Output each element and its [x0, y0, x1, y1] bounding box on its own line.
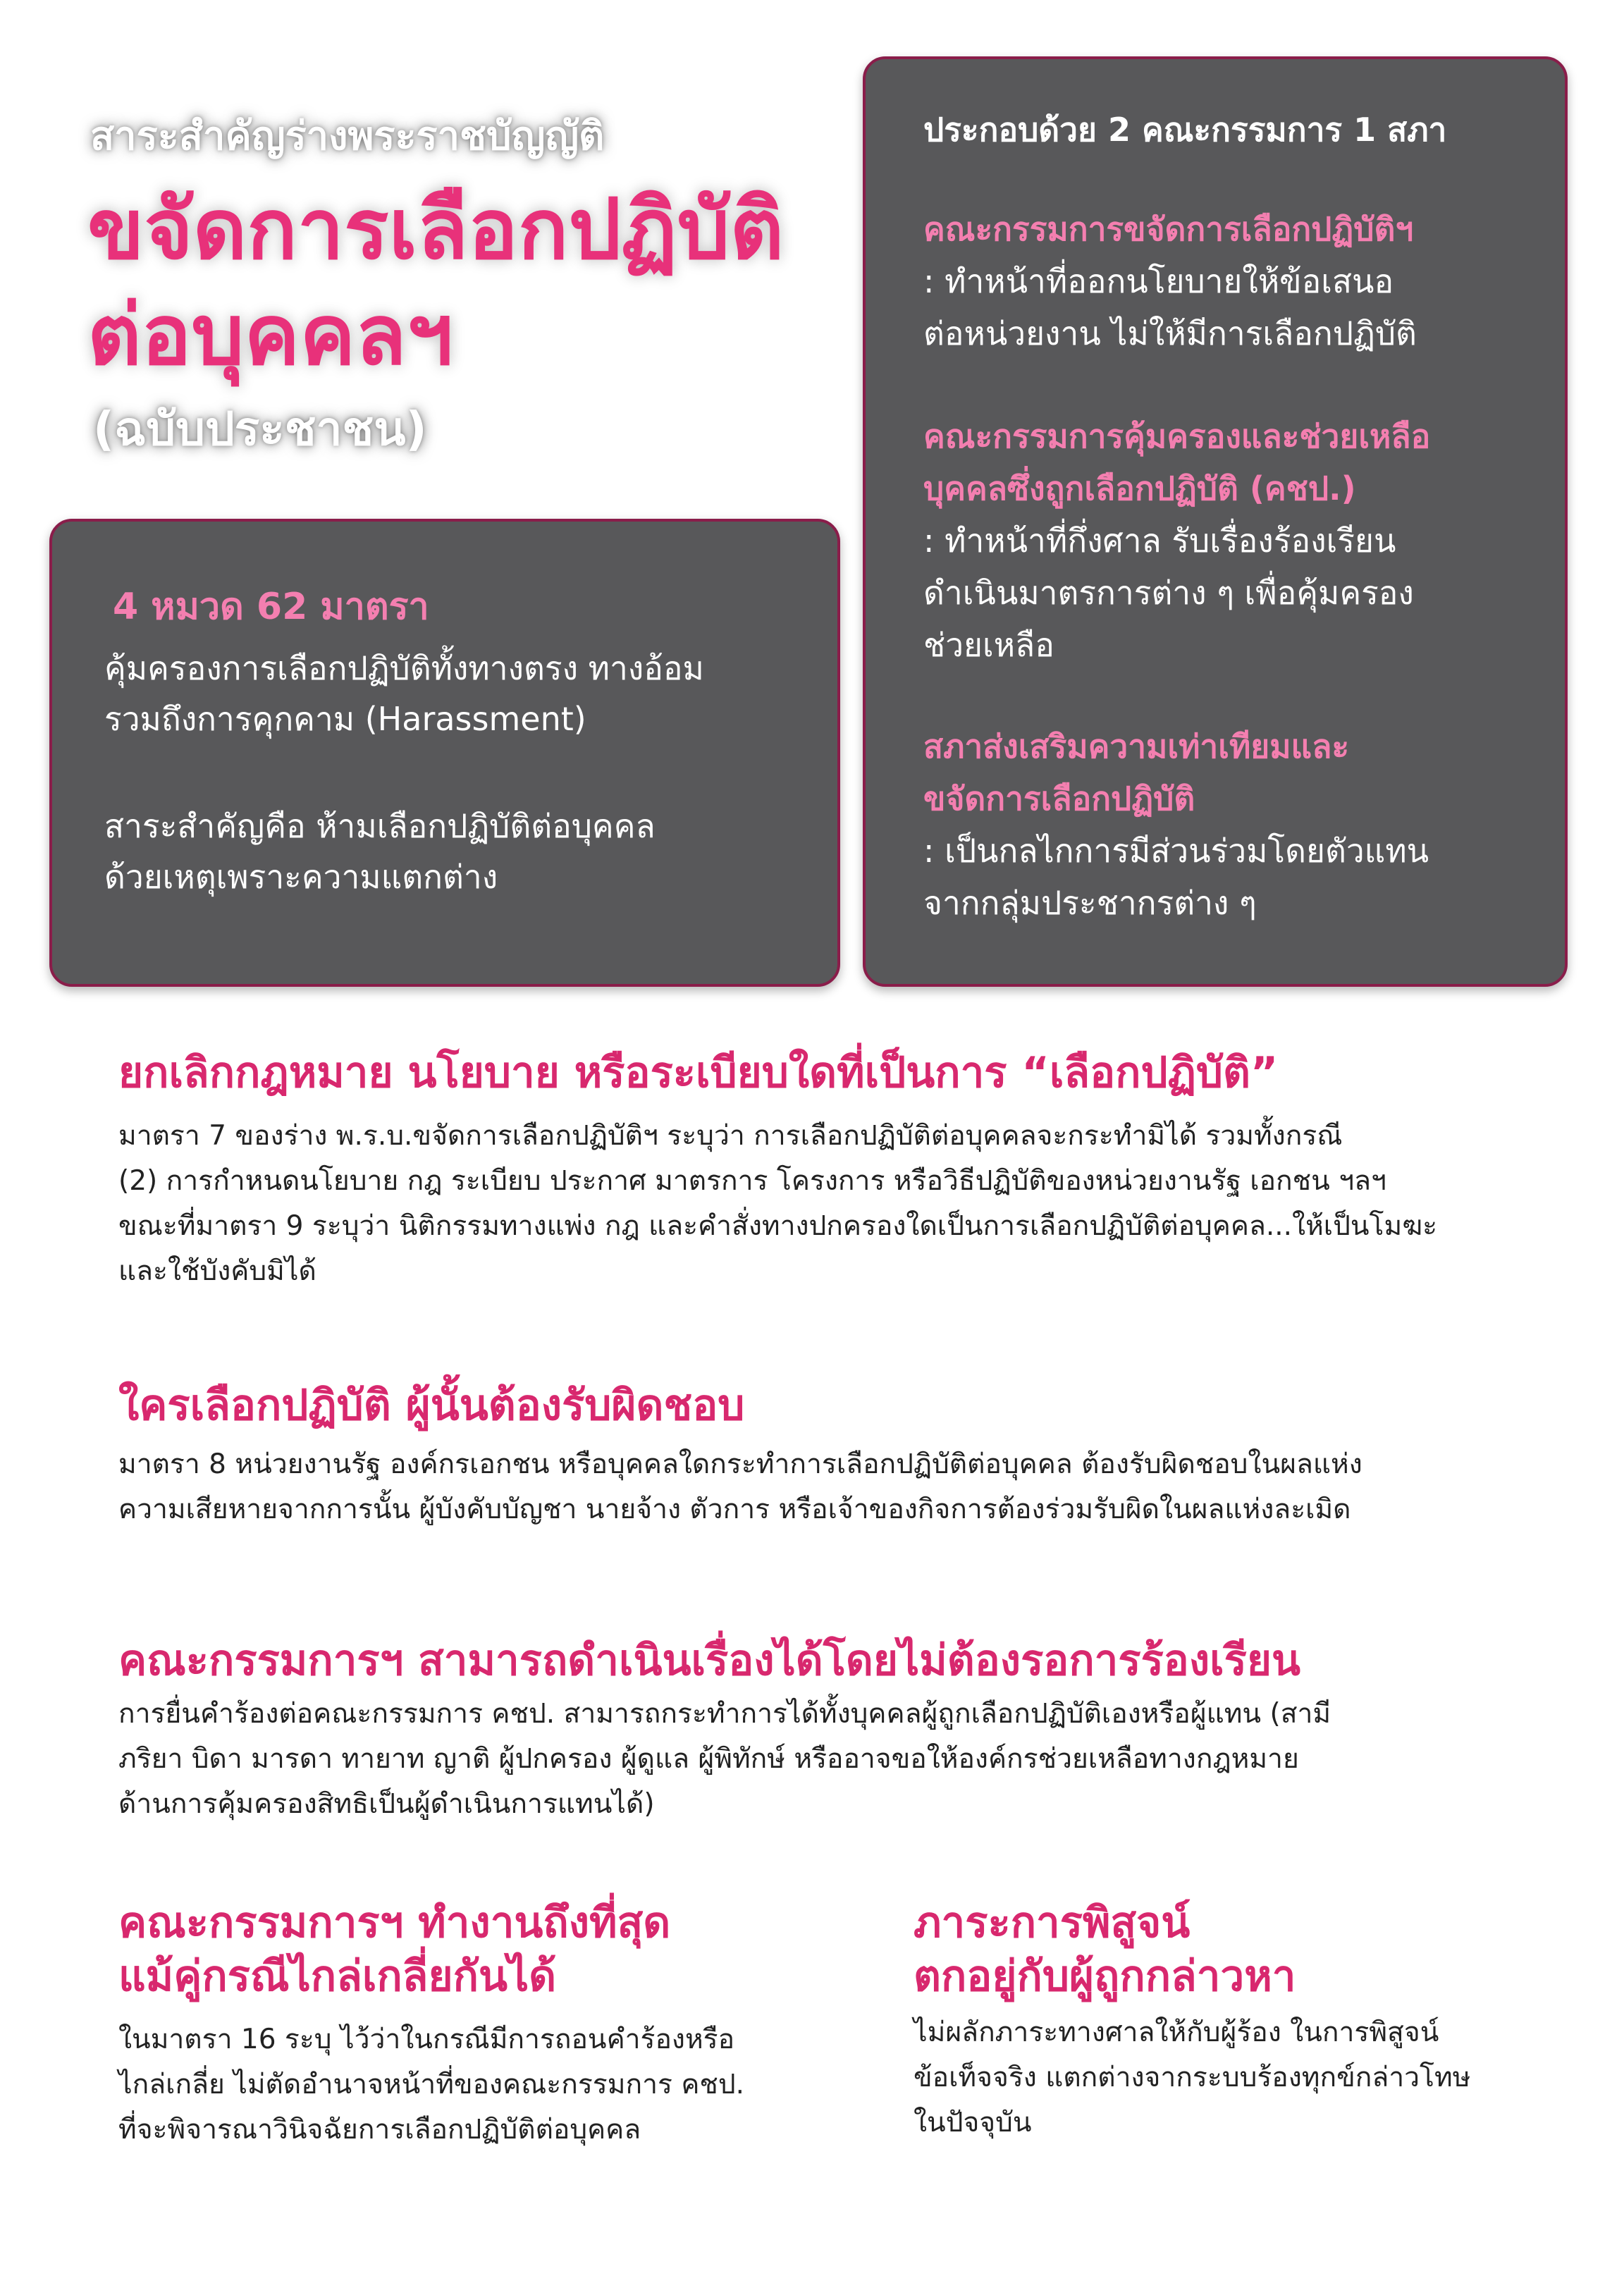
section-title	[914, 1896, 1296, 2003]
section-title-line: ภาระการพิสูจน์	[914, 1898, 1191, 1947]
panel-line: คุ้มครองการเลือกปฏิบัติทั้งทางตรง ทางอ้อม	[104, 649, 704, 687]
section-body-line: ไม่ผลักภาระทางศาลให้กับผู้ร้อง ในการพิสูจน์	[914, 2017, 1439, 2048]
kicker-text: สาระสำคัญร่างพระราชบัญญัติ	[90, 113, 605, 159]
committee-title-line: คณะกรรมการคุ้มครองและช่วยเหลือ	[923, 417, 1431, 455]
section-body-line: มาตรา 8 หน่วยงานรัฐ องค์กรเอกชน หรือบุคคลใดกระทำการเลือกปฏิบัติต่อบุคคล ต้องรับผิดชอบในผลแห่ง	[118, 1448, 1362, 1480]
section-title	[118, 1046, 1278, 1100]
committee-desc	[923, 825, 1429, 929]
section-title-line: แม้คู่กรณีไกล่เกลี่ยกันได้	[118, 1952, 557, 2001]
committee-desc-line: ดำเนินมาตรการต่าง ๆ เพื่อคุ้มครอง	[923, 574, 1414, 612]
section-title	[118, 1379, 744, 1432]
section-body-line: ในมาตรา 16 ระบุ ไว้ว่าในกรณีมีการถอนคำร้องหรือ	[118, 2024, 735, 2055]
panel-line: ด้วยเหตุเพราะความแตกต่าง	[104, 858, 498, 896]
panel-line: รวมถึงการคุกคาม (Harassment)	[104, 700, 586, 738]
section-body	[914, 2010, 1470, 2146]
committee-title-line: บุคคลซึ่งถูกเลือกปฏิบัติ (คชป.)	[923, 469, 1356, 507]
section-title	[118, 1634, 1300, 1687]
section-body-line: ในปัจจุบัน	[914, 2107, 1032, 2138]
section-body	[118, 2017, 744, 2153]
committee-title-line: สภาส่งเสริมความเท่าเทียมและ	[923, 727, 1350, 765]
section-body-line: การยื่นคำร้องต่อคณะกรรมการ คชป. สามารถกระทำการได้ทั้งบุคคลผู้ถูกเลือกปฏิบัติเองหรือผู้แทน (สามี	[118, 1698, 1331, 1730]
committee-desc-line: ต่อหน่วยงาน ไม่ให้มีการเลือกปฏิบัติ	[923, 314, 1417, 352]
section-body	[118, 1692, 1331, 1827]
panel-paragraph	[104, 801, 656, 902]
panel-heading: 4 หมวด 62 มาตรา	[113, 586, 429, 628]
committee-desc-line: ช่วยเหลือ	[923, 626, 1054, 664]
section-title-line: ยกเลิกกฎหมาย นโยบาย หรือระเบียบใดที่เป็นการ “เลือกปฏิบัติ”	[118, 1048, 1279, 1097]
main-title-line: ขจัดการเลือกปฏิบัติ	[87, 180, 785, 278]
committee-title-line: ขจัดการเลือกปฏิบัติ	[923, 780, 1195, 818]
section-title-line: ใครเลือกปฏิบัติ ผู้นั้นต้องรับผิดชอบ	[118, 1381, 745, 1430]
section-body-line: ที่จะพิจารณาวินิจฉัยการเลือกปฏิบัติต่อบุคคล	[118, 2114, 641, 2146]
committee-desc-line: : ทำหน้าที่ออกนโยบายให้ข้อเสนอ	[923, 262, 1394, 300]
section-body	[118, 1114, 1437, 1294]
section-title-line: คณะกรรมการฯ ทำงานถึงที่สุด	[118, 1898, 671, 1947]
summary-panel	[49, 519, 840, 987]
panel-lead: ประกอบด้วย 2 คณะกรรมการ 1 สภา	[923, 111, 1447, 149]
committees-panel	[863, 56, 1568, 987]
section-body-line: ไกล่เกลี่ย ไม่ตัดอำนาจหน้าที่ของคณะกรรมการ คชป.	[118, 2069, 745, 2100]
committee-desc-line: : ทำหน้าที่กึ่งศาล รับเรื่องร้องเรียน	[923, 522, 1396, 560]
subtitle: (ฉบับประชาชน)	[93, 402, 427, 456]
section-title-line: ตกอยู่กับผู้ถูกกล่าวหา	[914, 1952, 1296, 2001]
committee-desc	[923, 255, 1417, 359]
section-body	[118, 1442, 1362, 1532]
panel-paragraph	[104, 643, 704, 744]
committee-desc	[923, 515, 1414, 671]
section-body-line: ด้านการคุ้มครองสิทธิเป็นผู้ดำเนินการแทนได้)	[118, 1788, 655, 1820]
committee-desc-line: : เป็นกลไกการมีส่วนร่วมโดยตัวแทน	[923, 832, 1429, 870]
main-title-line: ต่อบุคคลฯ	[87, 286, 453, 383]
section-body-line: ข้อเท็จจริง แตกต่างจากระบบร้องทุกข์กล่าวโทษ	[914, 2062, 1471, 2093]
main-title	[87, 176, 784, 388]
panel-line: สาระสำคัญคือ ห้ามเลือกปฏิบัติต่อบุคคล	[104, 807, 656, 845]
committee-title	[923, 720, 1349, 825]
committee-title	[923, 203, 1413, 255]
section-body-line: ภริยา บิดา มารดา ทายาท ญาติ ผู้ปกครอง ผู้ดูแล ผู้พิทักษ์ หรืออาจขอให้องค์กรช่วยเหลือทางกฎหมาย	[118, 1743, 1299, 1775]
committee-title	[923, 410, 1430, 515]
committee-title-line: คณะกรรมการขจัดการเลือกปฏิบัติฯ	[923, 210, 1414, 248]
section-title-line: คณะกรรมการฯ สามารถดำเนินเรื่องได้โดยไม่ต้องรอการร้องเรียน	[118, 1636, 1301, 1685]
section-body-line: และใช้บังคับมิได้	[118, 1255, 316, 1287]
section-body-line: ขณะที่มาตรา 9 ระบุว่า นิติกรรมทางแพ่ง กฎ และคำสั่งทางปกครองใดเป็นการเลือกปฏิบัติต่อบุคคล...ให้เป็นโมฆะ	[118, 1210, 1438, 1242]
committee-desc-line: จากกลุ่มประชากรต่าง ๆ	[923, 884, 1257, 922]
section-title	[118, 1896, 670, 2003]
section-body-line: มาตรา 7 ของร่าง พ.ร.บ.ขจัดการเลือกปฏิบัติฯ ระบุว่า การเลือกปฏิบัติต่อบุคคลจะกระทำมิได้ รวมทั้งกรณี	[118, 1120, 1343, 1152]
section-body-line: (2) การกำหนดนโยบาย กฎ ระเบียบ ประกาศ มาตรการ โครงการ หรือวิธีปฏิบัติของหน่วยงานรัฐ เอกชน ฯลฯ	[118, 1165, 1386, 1197]
section-body-line: ความเสียหายจากการนั้น ผู้บังคับบัญชา นายจ้าง ตัวการ หรือเจ้าของกิจการต้องร่วมรับผิดในผลแห่งละเมิด	[118, 1494, 1351, 1525]
